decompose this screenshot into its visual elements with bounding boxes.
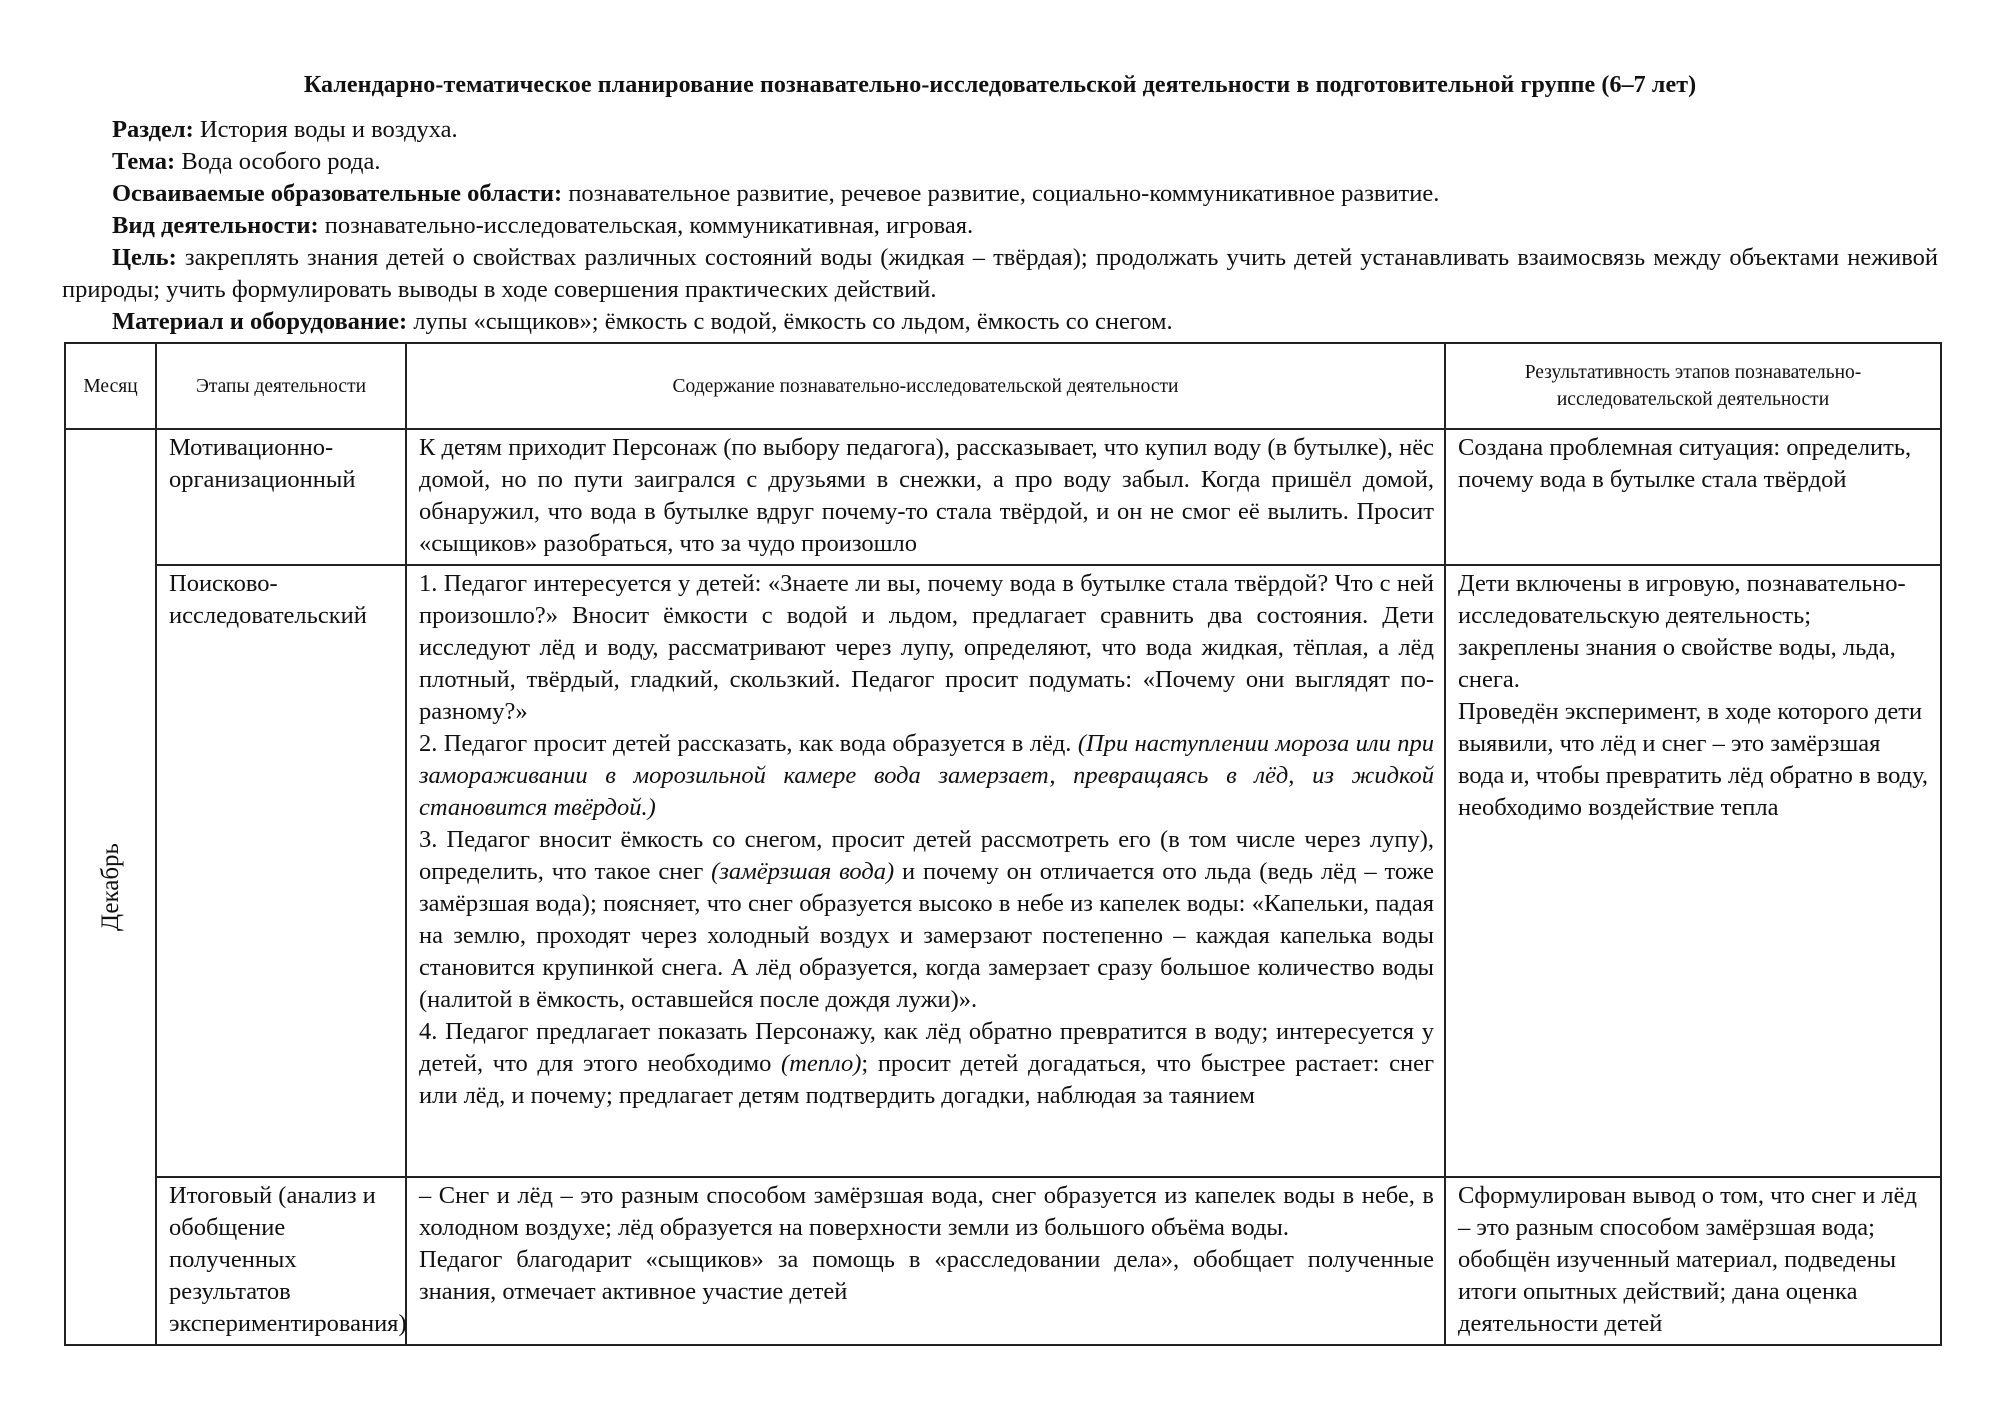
header-stages: Этапы деятельности bbox=[156, 343, 406, 429]
meta-tema: Тема: Вода особого рода. bbox=[112, 148, 381, 175]
header-results: Результативность этапов познавательно-исследовательской деятельности bbox=[1445, 343, 1941, 429]
content-part-2: Педагог благодарит «сыщиков» за помощь в «расследовании дела», обобщает полученные знания, отмечает активное участие детей bbox=[419, 1246, 1434, 1305]
result-part-2: Проведён эксперимент, в ходе которого дети выявили, что лёд и снег – это замёрзшая вода и, чтобы превратить лёд обратно в воду, необходимо воздействие тепла bbox=[1458, 698, 1929, 821]
page-title: Календарно-тематическое планирование познавательно-исследовательской деятельности в подготовительной группе (6–7 лет) bbox=[303, 72, 1697, 98]
result-part-1: Дети включены в игровую, познавательно-исследовательскую деятельность; закреплены знания о свойстве воды, льда, снега. bbox=[1458, 570, 1906, 693]
content-cell bbox=[406, 565, 1445, 1177]
header-content: Содержание познавательно-исследовательской деятельности bbox=[406, 343, 1445, 429]
meta-razdel: Раздел: История воды и воздуха. bbox=[112, 116, 458, 143]
table-header-row bbox=[65, 343, 1941, 429]
stage-cell: Поисково-исследовательский bbox=[156, 565, 406, 1177]
result-cell bbox=[1445, 565, 1941, 1177]
table-row bbox=[65, 1177, 1941, 1345]
table-row bbox=[65, 429, 1941, 565]
stage-cell: Мотивационно-организационный bbox=[156, 429, 406, 565]
lesson-meta bbox=[62, 114, 1938, 338]
content-part-1: – Снег и лёд – это разным способом замёрзшая вода, снег образуется из капелек воды в небе, в холодном воздухе; лёд образуется на поверхности земли из большого объёма воды. bbox=[419, 1182, 1434, 1241]
result-cell: Сформулирован вывод о том, что снег и лёд – это разным способом замёрзшая вода; обобщён изученный материал, подведены итоги опытных действий; дана оценка деятельности детей bbox=[1445, 1177, 1941, 1345]
meta-vid: Вид деятельности: познавательно-исследовательская, коммуникативная, игровая. bbox=[112, 212, 974, 239]
content-step-4: 4. Педагог предлагает показать Персонажу, как лёд обратно превратится в воду; интересуется у детей, что для этого необходимо (тепло); просит детей догадаться, что быстрее растает: снег или лёд, и почему; предлагает детям подтвердить догадки, наблюдая за таянием bbox=[419, 1018, 1434, 1109]
stage-cell: Итоговый (анализ и обобщение полученных результатов экспериментирования) bbox=[156, 1177, 406, 1345]
meta-oblasti: Осваиваемые образовательные области: познавательное развитие, речевое развитие, социально-коммуникативное развитие. bbox=[112, 180, 1440, 207]
header-month: Месяц bbox=[65, 343, 156, 429]
table-row bbox=[65, 565, 1941, 1177]
content-step-3: 3. Педагог вносит ёмкость со снегом, просит детей рассмотреть его (в том числе через лупу), определить, что такое снег (замёрзшая вода) и почему он отличается ото льда (ведь лёд – тоже замёрзшая вода); поясняет, что снег образуется высоко в небе из капелек воды: «Капельки, падая на землю, проходят через холодный воздух и замерзают постепенно – каждая капелька воды становится крупинкой снега. А лёд образуется, когда замерзает сразу большое количество воды (налитой в ёмкость, оставшейся после дождя лужи)». bbox=[419, 826, 1435, 1013]
result-cell: Создана проблемная ситуация: определить, почему вода в бутылке стала твёрдой bbox=[1445, 429, 1941, 565]
content-step-2: 2. Педагог просит детей рассказать, как вода образуется в лёд. (При наступлении мороза или при замораживании в морозильной камере вода замерзает, превращаясь в лёд, из жидкой становится твёрдой.) bbox=[419, 730, 1435, 821]
meta-cel: Цель: закреплять знания детей о свойствах различных состояний воды (жидкая – твёрдая); продолжать учить детей устанавливать взаимосвязь между объектами неживой природы; учить формулировать выводы в ходе совершения практических действий. bbox=[62, 244, 1938, 303]
content-cell: К детям приходит Персонаж (по выбору педагога), рассказывает, что купил воду (в бутылке), нёс домой, но по пути заигрался с друзьями в снежки, а про воду забыл. Когда пришёл домой, обнаружил, что вода в бутылке вдруг почему-то стала твёрдой, и он не смог её вылить. Просит «сыщиков» разобраться, что за чудо произошло bbox=[406, 429, 1445, 565]
content-cell bbox=[406, 1177, 1445, 1345]
content-step-1: 1. Педагог интересуется у детей: «Знаете ли вы, почему вода в бутылке стала твёрдой? Что с ней произошло?» Вносит ёмкости с водой и льдом, предлагает сравнить два состояния. Дети исследуют лёд и воду, рассматривают через лупу, определяют, что вода жидкая, тёплая, а лёд плотный, твёрдый, гладкий, скользкий. Педагог просит подумать: «Почему они выглядят по-разному?» bbox=[419, 570, 1434, 725]
month-label: Декабрь bbox=[96, 843, 124, 931]
meta-material: Материал и оборудование: лупы «сыщиков»; ёмкость с водой, ёмкость со льдом, ёмкость со снегом. bbox=[112, 308, 1173, 335]
planning-table bbox=[64, 342, 1942, 1346]
month-cell bbox=[65, 429, 156, 1345]
